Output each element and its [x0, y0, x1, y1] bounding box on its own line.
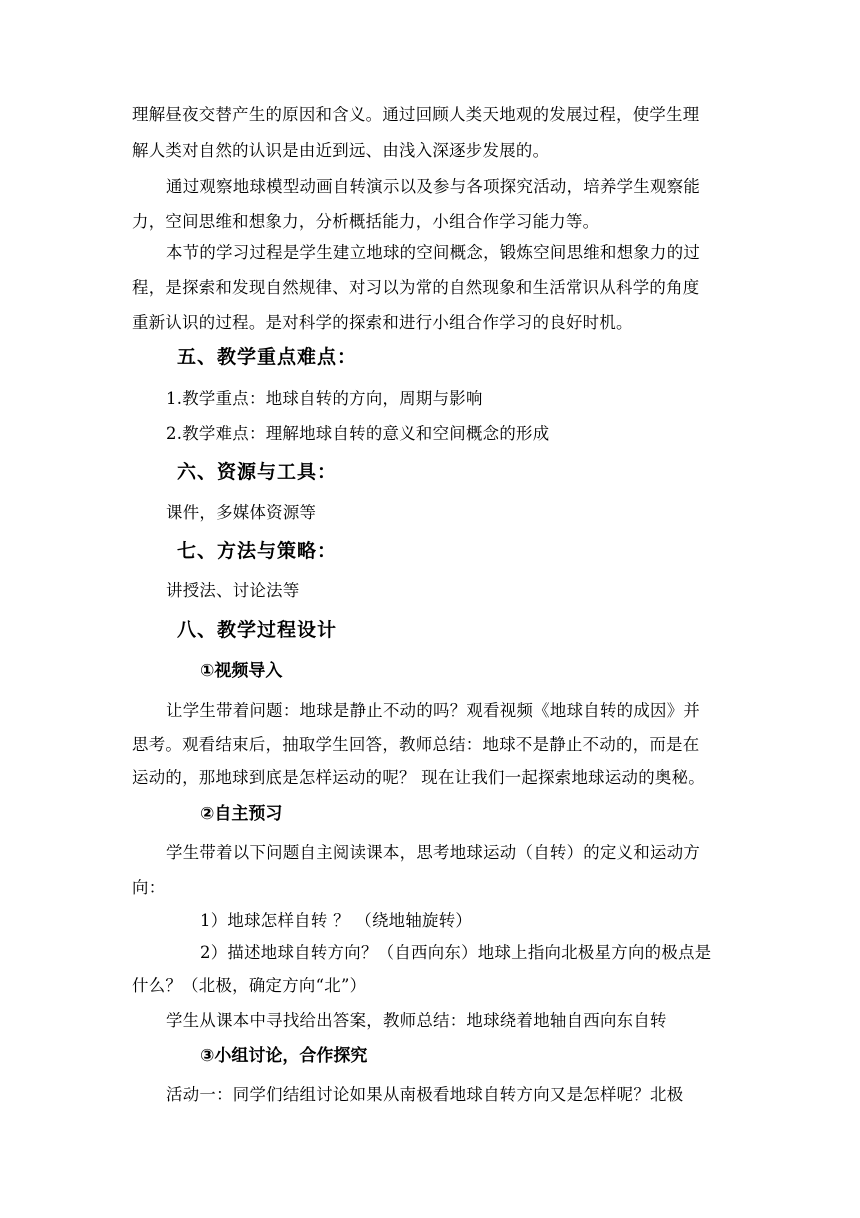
paragraph-line: 重新认识的过程。是对科学的探索和进行小组合作学习的良好时机。 [132, 313, 633, 332]
paragraph-line: 程，是探索和发现自然规律、对习以为常的自然现象和生活常识从科学的角度 [132, 278, 700, 297]
section-text: 课件，多媒体资源等 [166, 503, 317, 522]
section-text: 讲授法、讨论法等 [166, 581, 300, 600]
paragraph-line: 活动一：同学们结组讨论如果从南极看地球自转方向又是怎样呢？北极 [166, 1085, 684, 1104]
subsection-title: ①视频导入 [200, 661, 283, 681]
section-heading: 八、教学过程设计 [177, 619, 338, 641]
paragraph-line: 通过观察地球模型动画自转演示以及参与各项探究活动，培养学生观察能 [166, 177, 701, 196]
question-item: 2）描述地球自转方向？（自西向东）地球上指向北极星方向的极点是 [200, 943, 712, 962]
list-item: 1.教学重点：地球自转的方向，周期与影响 [166, 389, 483, 408]
list-item: 2.教学难点：理解地球自转的意义和空间概念的形成 [166, 424, 550, 443]
question-item: 1）地球怎样自转 ？ （绕地轴旋转） [200, 911, 473, 930]
paragraph-line: 思考。观看结束后，抽取学生回答，教师总结：地球不是静止不动的，而是在 [132, 735, 700, 754]
subsection-title: ③小组讨论，合作探究 [200, 1046, 368, 1066]
paragraph-line: 解人类对自然的认识是由近到远、由浅入深逐步发展的。 [132, 141, 550, 160]
paragraph-line: 理解昼夜交替产生的原因和含义。通过回顾人类天地观的发展过程，使学生理 [132, 105, 700, 124]
section-heading: 七、方法与策略： [177, 540, 338, 562]
paragraph-line: 让学生带着问题：地球是静止不动的吗？观看视频《地球自转的成因》并 [166, 701, 701, 720]
paragraph-line: 学生带着以下问题自主阅读课本，思考地球运动（自转）的定义和运动方 [166, 843, 701, 862]
paragraph-line: 向： [132, 878, 166, 897]
question-item: 什么？（北极，确定方向“北”） [132, 976, 367, 995]
paragraph-line: 运动的，那地球到底是怎样运动的呢？ 现在让我们一起探索地球运动的奥秘。 [132, 768, 705, 787]
paragraph-line: 本节的学习过程是学生建立地球的空间概念，锻炼空间思维和想象力的过 [166, 243, 701, 262]
section-heading: 五、教学重点难点： [177, 346, 358, 368]
section-heading: 六、资源与工具： [177, 461, 338, 483]
subsection-title: ②自主预习 [200, 804, 283, 824]
summary-line: 学生从课本中寻找给出答案，教师总结：地球绕着地轴自西向东自转 [166, 1011, 667, 1030]
paragraph-line: 力，空间思维和想象力，分析概括能力，小组合作学习能力等。 [132, 212, 600, 231]
